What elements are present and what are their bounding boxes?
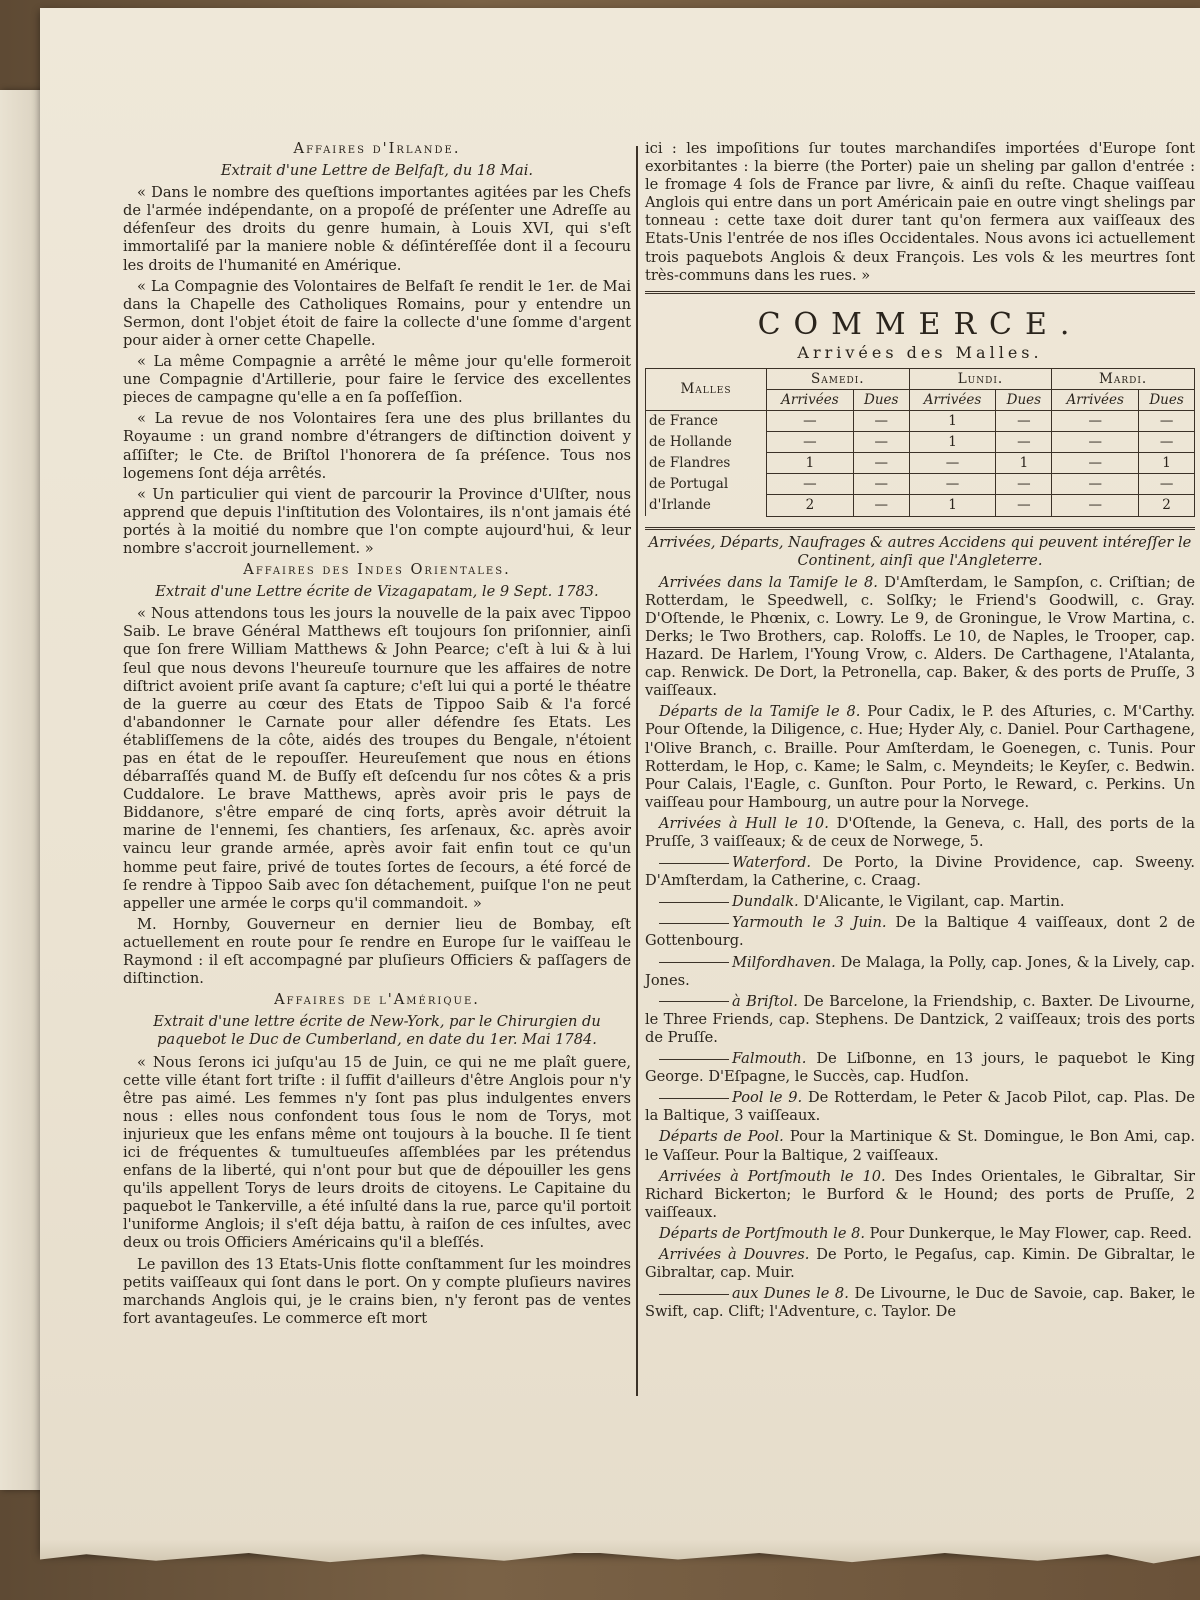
indes-paragraph: M. Hornby, Gouverneur en dernier lieu de Bombay, eſt actuellement en route pour ſe rendre en Europe ſur le vaiſſeau le Raymond : il eſt accompagné par pluſieurs Officiers & paſſagers de diſtinction. [123, 915, 631, 988]
row-label: de Hollande [646, 432, 767, 453]
shipping-text: De Barcelone, la Friendship, c. Baxter. De Livourne, le Three Friends, cap. Stephens. De Dantzick, 2 vaiſſeaux; trois des ports de Pruſſe. [645, 992, 1195, 1046]
ditto-rule [659, 1294, 729, 1295]
row-label: de Flandres [646, 453, 767, 474]
shipping-text: De Liſbonne, en 13 jours, le paquebot le King George. D'Eſpagne, le Succès, cap. Hudſon. [645, 1050, 1195, 1086]
shipping-entry [645, 1246, 1195, 1282]
indes-subheading: Extrait d'une Lettre écrite de Vizagapatam, le 9 Sept. 1783. [155, 583, 599, 601]
shipping-lead: Départs de Pool. [659, 1128, 784, 1146]
table-cell: — [766, 411, 853, 432]
ireland-heading: Affaires d'Irlande. [293, 140, 461, 157]
shipping-text: De Malaga, la Polly, cap. Jones, & la Lively, cap. Jones. [645, 953, 1195, 989]
shipping-entry [645, 954, 1195, 990]
subcol-header: Dues [1139, 389, 1195, 410]
shipping-entries [645, 574, 1195, 1322]
shipping-lead: Départs de la Tamiſe le 8. [659, 703, 861, 721]
ditto-rule [659, 962, 729, 963]
indes-heading: Affaires des Indes Orientales. [243, 561, 511, 579]
table-cell: — [1139, 411, 1195, 432]
table-cell: — [766, 474, 853, 495]
table-cell: — [996, 411, 1052, 432]
shipping-text: Des Indes Orientales, le Gibraltar, Sir Richard Bickerton; le Burford & le Hound; des ports de Pruſſe, 2 vaiſſeaux. [645, 1167, 1196, 1221]
table-cell: — [853, 495, 909, 516]
shipping-lead: Yarmouth le 3 Juin. [732, 914, 887, 932]
mail-table-body [646, 411, 1195, 516]
table-cell: — [1139, 474, 1195, 495]
table-cell: — [1052, 411, 1139, 432]
shipping-entry [645, 893, 1195, 911]
shipping-lead: Arrivées à Douvres. [659, 1245, 810, 1263]
mail-arrivals-table [645, 368, 1195, 517]
row-label: d'Irlande [646, 495, 767, 516]
subcol-header: Arrivées [766, 389, 853, 410]
table-cell: 1 [1139, 453, 1195, 474]
day-header: Samedi. [766, 368, 909, 389]
amerique-heading: Affaires de l'Amérique. [274, 991, 480, 1009]
table-cell: — [853, 411, 909, 432]
table-cell: — [853, 474, 909, 495]
shipping-entry [645, 854, 1195, 890]
shipping-lead: Pool le 9. [732, 1089, 803, 1107]
table-cell: 1 [909, 411, 996, 432]
commerce-subtitle: Arrivées des Malles. [797, 342, 1043, 362]
table-row [646, 411, 1195, 432]
shipping-lead: Milfordhaven. [732, 953, 836, 971]
shipping-entry [645, 1050, 1195, 1086]
shipping-entry [645, 1128, 1195, 1164]
table-cell: — [1139, 432, 1195, 453]
table-row [646, 432, 1195, 453]
row-label: de Portugal [646, 474, 767, 495]
ditto-rule [659, 1059, 729, 1060]
table-cell: — [996, 432, 1052, 453]
right-column [645, 140, 1195, 1324]
subcol-header: Arrivées [1052, 389, 1139, 410]
shipping-entry [645, 1168, 1195, 1222]
table-corner: Malles [646, 368, 767, 410]
ireland-paragraph: « Un particulier qui vient de parcourir la Province d'Ulſter, nous apprend que depuis l'inſtitution des Volontaires, ils n'ont jamais été portés à la moitié du nombre que l'on compte aujourd'hui, & leur nombre s'accroit journellement. » [123, 485, 631, 557]
table-cell: — [853, 432, 909, 453]
ditto-rule [659, 1098, 729, 1099]
shipping-entry [645, 993, 1195, 1047]
shipping-entry [645, 703, 1195, 812]
shipping-lead: Arrivées à Portſmouth le 10. [659, 1167, 886, 1185]
shipping-lead: Waterford. [732, 854, 812, 872]
shipping-text: De Porto, le Pegaſus, cap. Kimin. De Gibraltar, le Gibraltar, cap. Muir. [645, 1245, 1195, 1282]
table-cell: — [766, 432, 853, 453]
subcol-header: Dues [853, 389, 909, 410]
table-cell: 2 [766, 495, 853, 516]
table-cell: — [853, 453, 909, 474]
shipping-entry [645, 1089, 1195, 1125]
amerique-paragraph: Le pavillon des 13 Etats-Unis flotte conſtamment ſur les moindres petits vaiſſeaux qui ſont dans le port. On y compte pluſieurs navires marchands Anglois qui, je le crains bien, n'y feront pas de ventes fort avantageuſes. Le commerce eſt mort [123, 1255, 631, 1327]
row-label: de France [646, 411, 767, 432]
ireland-paragraph: « La même Compagnie a arrêté le même jour qu'elle formeroit une Compagnie d'Artillerie, pour faire le ſervice des excellentes pieces de campagne qu'elle a en ſa poſſeſſion. [123, 353, 631, 407]
table-cell: — [1052, 495, 1139, 516]
shipping-text: De Porto, la Divine Providence, cap. Sweeny. D'Amſterdam, la Catherine, c. Craag. [645, 854, 1195, 890]
table-cell: — [909, 453, 996, 474]
ireland-subheading: Extrait d'une Lettre de Belfaſt, du 18 Mai. [220, 162, 534, 180]
subcol-header: Arrivées [909, 389, 996, 410]
shipping-text: De Livourne, le Duc de Savoie, cap. Baker, le Swift, cap. Clift; l'Adventure, c. Taylor. De [645, 1285, 1195, 1321]
table-row [646, 495, 1195, 516]
shipping-lead: Arrivées dans la Tamiſe le 8. [659, 573, 878, 591]
ditto-rule [659, 902, 729, 903]
shipping-lead: Dundalk. [732, 893, 799, 911]
ireland-paragraph: « La Compagnie des Volontaires de Belfaſt ſe rendit le 1er. de Mai dans la Chapelle des Catholiques Romains, pour y entendre un Sermon, dont l'objet étoit de faire la collecte d'une ſomme d'argent pour aider à orner cette Chapelle. [123, 277, 631, 349]
subcol-header: Dues [996, 389, 1052, 410]
ditto-rule [659, 923, 729, 924]
table-row [646, 453, 1195, 474]
table-cell: — [909, 474, 996, 495]
amerique-subheading: Extrait d'une lettre écrite de New-York, par le Chirurgien du paquebot le Duc de Cumberland, en date du 1er. Mai 1784. [153, 1013, 601, 1049]
table-cell: 1 [766, 453, 853, 474]
shipping-text: De Rotterdam, le Peter & Jacob Pilot, cap. Plas. De la Baltique, 3 vaiſſeaux. [645, 1089, 1195, 1125]
ditto-rule [659, 1001, 729, 1002]
section-divider [645, 291, 1195, 294]
table-cell: — [996, 474, 1052, 495]
table-cell: 2 [1139, 495, 1195, 516]
shipping-lead: Falmouth. [732, 1050, 807, 1068]
left-column [123, 138, 631, 1331]
day-header: Lundi. [909, 368, 1052, 389]
table-cell: — [1052, 474, 1139, 495]
ditto-rule [659, 863, 729, 864]
shipping-text: D'Oſtende, la Geneva, c. Hall, des ports de la Pruſſe, 3 vaiſſeaux; & de ceux de Norwege, 5. [645, 814, 1196, 850]
shipping-lead: aux Dunes le 8. [732, 1285, 849, 1303]
column-rule [636, 146, 638, 1396]
shipping-text: D'Amſterdam, le Sampſon, c. Criſtian; de Rotterdam, le Speedwell, c. Solſky; le Friend's Goodwill, c. Gray. D'Oſtende, le Phœnix, c. Lowry. Le 9, de Groningue, le Vrow Martina, c. Derks; le Two Brothers, cap. Roloffs. Le 10, de Naples, le Trooper, cap. Hazard. De Harlem, l'Young Vrow, c. Alders. De Carthagene, l'Atalanta, cap. Renwick. De Dort, la Petronella, cap. Baker, & des ports de Pruſſe, 3 vaiſſeaux. [645, 573, 1195, 700]
table-cell: — [1052, 453, 1139, 474]
shipping-text: D'Alicante, le Vigilant, cap. Martin. [803, 893, 1065, 911]
ireland-paragraph: « Dans le nombre des queſtions importantes agitées par les Chefs de l'armée indépendante, on a propoſé de préſenter une Adreſſe au défenſeur des droits du genre humain, à Louis XVI, qui s'eſt immortaliſé par la maniere noble & déſintéreſſée dont il a ſecouru les droits de l'humanité en Amérique. [123, 184, 631, 274]
continuation-paragraph: ici : les impoſitions ſur toutes marchandiſes importées d'Europe ſont exorbitantes : la bierre (the Porter) paie un sheling par gallon d'entrée : le fromage 4 ſols de France par livre, & ainſi du reſte. Chaque vaiſſeau Anglois qui entre dans un port Américain paie en outre vingt shelings par tonneau : cette taxe doit durer tant qu'on fermera aux vaiſſeaux des Etats-Unis l'entrée de nos iſles Occidentales. Nous avons ici actuellement trois paquebots Anglois & deux François. Les vols & les meurtres ſont très-communs dans les rues. » [645, 140, 1195, 284]
table-cell: 1 [909, 432, 996, 453]
section-divider [645, 527, 1195, 530]
shipping-entry [645, 1225, 1195, 1243]
shipping-entry [645, 914, 1195, 950]
table-cell: 1 [996, 453, 1052, 474]
ireland-paragraph: « La revue de nos Volontaires ſera une des plus brillantes du Royaume : un grand nombre d'étrangers de diſtinction doivent y aſſiſter; le Cte. de Briſtol l'honorera de ſa préſence. Tous nos logemens ſont déja arrêtés. [123, 410, 631, 482]
shipping-text: Pour Dunkerque, le May Flower, cap. Reed. [869, 1224, 1192, 1242]
day-header: Mardi. [1052, 368, 1195, 389]
shipping-text: De la Baltique 4 vaiſſeaux, dont 2 de Gottenbourg. [645, 914, 1195, 950]
indes-paragraph: « Nous attendons tous les jours la nouvelle de la paix avec Tippoo Saib. Le brave Général Matthews eſt toujours ſon priſonnier, ainſi que ſon frere William Matthews & John Pearce; c'eſt à lui & à lui ſeul que nous devons l'heureuſe tournure que les affaires de notre diſtrict avoient priſe avant ſa capture; c'eſt lui qui a porté le théatre de la guerre au cœur des Etats de Tippoo Saib & l'a forcé d'abandonner le Carnate pour aller défendre ſes Etats. Les établiſſemens de la côte, aidés des troupes du Bengale, n'étoient pas en état de le repouſſer. Heureuſement que nous en étions débarraſſés quand M. de Buſſy eſt deſcendu ſur nos côtes & a pris Cuddalore. Le brave Matthews, après avoir pris le pays de Biddanore, s'être emparé de cinq forts, après avoir détruit la marine de l'ennemi, ſes chantiers, ſes arſenaux, &c. après avoir vaincu leur grande armée, après avoir fait enfin tout ce qu'un homme peut faire, privé de toutes ſortes de ſecours, a été forcé de ſe rendre à Tippoo Saib avec ſon détachement, puiſque l'on ne peut appeller une armée le corps qu'il commandoit. » [123, 605, 631, 912]
table-cell: — [1052, 432, 1139, 453]
table-row [646, 474, 1195, 495]
table-cell: 1 [909, 495, 996, 516]
shipping-lead: Arrivées à Hull le 10. [659, 814, 829, 832]
shipping-text: Pour la Martinique & St. Domingue, le Bon Ami, cap. le Vaſſeur. Pour la Baltique, 2 vaiſſeaux. [645, 1128, 1195, 1164]
amerique-paragraph: « Nous ſerons ici juſqu'au 15 de Juin, ce qui ne me plaît guere, cette ville étant fort triſte : il ſuffit d'ailleurs d'être Anglois pour n'y être pas aimé. Les femmes n'y ſont pas plus indulgentes envers nous : elles nous confondent tous ſous le nom de Torys, mot injurieux que les enfans même ont toujours à la bouche. Il ſe tient ici de fréquentes & tumultueuſes aſſemblées par les prétendus enfans de la liberté, qui n'ont pour but que de dépouiller les gens qu'ils appellent Torys de leurs droits de citoyens. Le Capitaine du paquebot le Tankerville, a été inſulté dans la rue, parce qu'il portoit l'uniforme Anglois; il s'eſt déja battu, à raiſon de ces inſultes, avec deux ou trois Officiers Américains qu'il a bleſſés. [123, 1053, 631, 1252]
shipping-entry [645, 574, 1195, 701]
shipping-text: Pour Cadix, le P. des Aſturies, c. M'Carthy. Pour Oſtende, la Diligence, c. Hue; Hyder Aly, c. Daniel. Pour Carthagene, l'Olive Branch, c. Braille. Pour Amſterdam, le Goenegen, c. Tunis. Pour Rotterdam, le Hop, c. Kame; le Salm, c. Meyndeits; le Keyſer, c. Bedwin. Pour Calais, l'Eagle, c. Gunſton. Pour Porto, le Reward, c. Perkins. Un vaiſſeau pour Hambourg, un autre pour la Norvege. [645, 703, 1196, 811]
shipping-entry [645, 815, 1195, 851]
shipping-heading: Arrivées, Départs, Naufrages & autres Accidens qui peuvent intéreſſer le Continent, ainſi que l'Angleterre. [648, 533, 1192, 569]
commerce-title: COMMERCE. [757, 306, 1083, 342]
shipping-lead: Départs de Portſmouth le 8. [659, 1224, 866, 1242]
newspaper-page [40, 8, 1200, 1553]
table-cell: — [996, 495, 1052, 516]
shipping-entry [645, 1285, 1195, 1321]
shipping-lead: à Briſtol. [732, 992, 798, 1010]
